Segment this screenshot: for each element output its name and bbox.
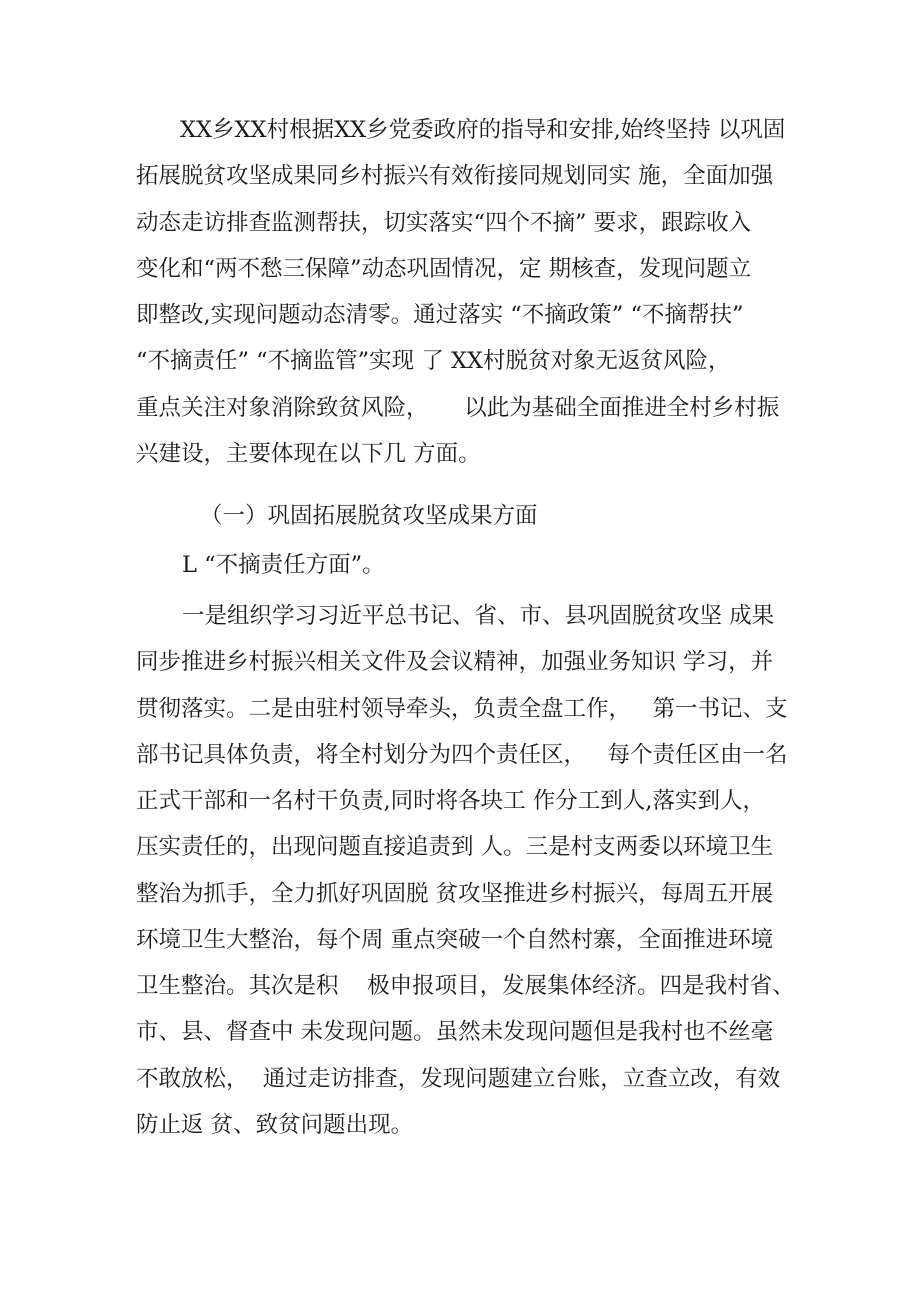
section-heading: （一）巩固拓展脱贫攻坚成果方面 <box>200 503 538 529</box>
paragraph-1-line-3: 动态走访排查监测帮扶，切实落实“四个不摘” 要求，跟踪收入 <box>136 210 752 236</box>
paragraph-1-line-7: 重点关注对象消除致贫风险， 以此为基础全面推进全村乡村振 <box>136 395 780 421</box>
paragraph-2-line-2: 同步推进乡村振兴相关文件及会议精神，加强业务知识 学习，并 <box>136 649 774 675</box>
paragraph-2-line-9: 卫生整治。其次是积 极申报项目，发展集体经济。四是我村省、 <box>136 973 795 999</box>
paragraph-1-line-2: 拓展脱贫攻坚成果同乡村振兴有效衔接同规划同实 施，全面加强 <box>136 163 774 189</box>
paragraph-1-line-1: XX乡XX村根据XX乡党委政府的指导和安排,始终坚持 以巩固 <box>180 117 786 143</box>
paragraph-2-line-8: 环境卫生大整治，每个周 重点突破一个自然村寨，全面推进环境 <box>136 927 774 953</box>
paragraph-2-line-11: 不敢放松， 通过走访排查，发现问题建立台账，立查立改，有效 <box>136 1066 781 1092</box>
paragraph-2-line-7: 整治为抓手，全力抓好巩固脱 贫攻坚推进乡村振兴，每周五开展 <box>136 881 774 907</box>
subsection-heading: L “不摘责任方面”。 <box>182 552 385 578</box>
paragraph-2-line-5: 正式干部和一名村干负责,同时将各块工 作分工到人,落实到人， <box>136 788 765 814</box>
paragraph-2-line-10: 市、县、督查中 未发现问题。虽然未发现问题但是我村也不丝毫 <box>136 1019 774 1045</box>
paragraph-2-line-6: 压实责任的，出现问题直接追责到 人。三是村支两委以环境卫生 <box>136 834 774 860</box>
paragraph-2-line-3: 贯彻落实。二是由驻村领导牵头，负责全盘工作， 第一书记、支 <box>136 696 788 722</box>
paragraph-1-line-4: 变化和“两不愁三保障”动态巩固情况，定 期核查，发现问题立 <box>136 256 752 282</box>
paragraph-1-line-6: “不摘责任” “不摘监管”实现 了 XX村脱贫对象无返贫风险， <box>136 348 731 374</box>
paragraph-2-line-4: 部书记具体负责，将全村划分为四个责任区， 每个责任区由一名 <box>136 742 788 768</box>
paragraph-1-line-5: 即整改,实现问题动态清零。通过落实 “不摘政策” “不摘帮扶” <box>136 302 744 328</box>
paragraph-2-line-1: 一是组织学习习近平总书记、省、市、县巩固脱贫攻坚 成果 <box>182 603 775 629</box>
paragraph-1-line-8: 兴建设，主要体现在以下几 方面。 <box>136 441 481 467</box>
paragraph-2-line-12: 防止返 贫、致贫问题出现。 <box>136 1112 414 1138</box>
